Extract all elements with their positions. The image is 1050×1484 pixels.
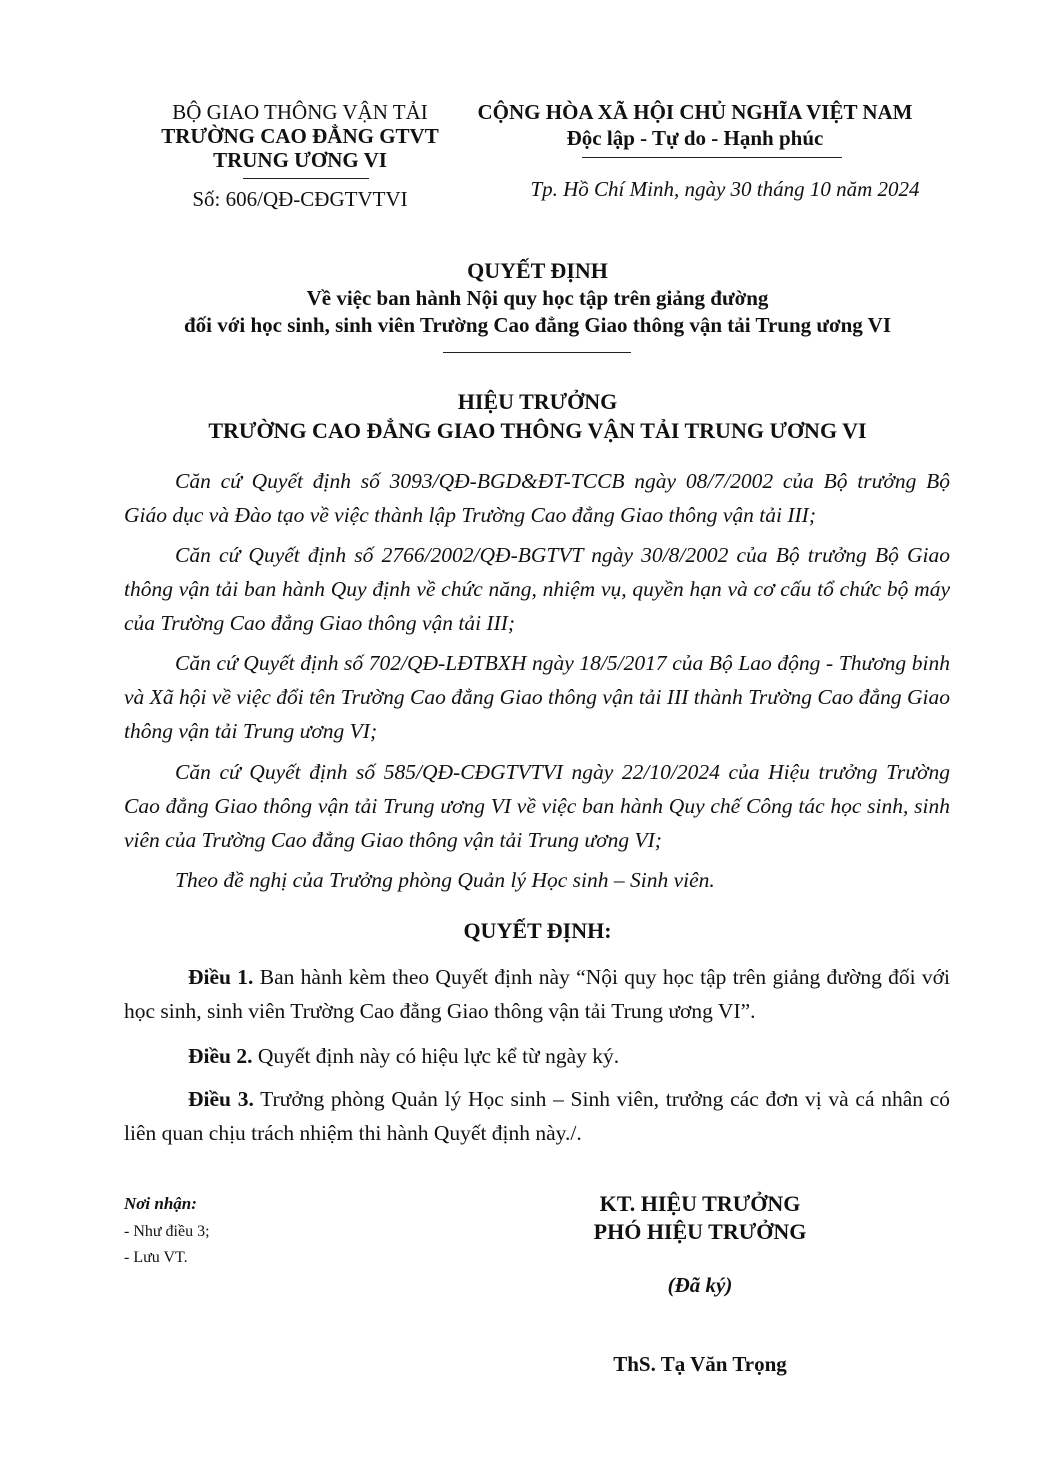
signature-title-1: KT. HIỆU TRƯỞNG	[599, 1191, 801, 1216]
decision-heading: QUYẾT ĐỊNH:	[463, 918, 612, 943]
preamble-basis-1: Căn cứ Quyết định số 3093/QĐ-BGD&ĐT-TCCB ngày 08/7/2002 của Bộ trưởng Bộ Giáo dục và Đào tạo về việc thành lập Trường Cao đẳng Giao thông vận tải III;	[124, 469, 950, 527]
article-1-label: Điều 1.	[188, 965, 254, 989]
article-2	[124, 1039, 950, 1073]
article-1-text: Ban hành kèm theo Quyết định này “Nội quy học tập trên giảng đường đối với học sinh, sinh viên Trường Cao đẳng Giao thông vận tải Trung ương VI”.	[124, 965, 950, 1023]
school-name-line2: TRUNG ƯƠNG VI	[213, 148, 387, 172]
preamble-basis-3: Căn cứ Quyết định số 702/QĐ-LĐTBXH ngày 18/5/2017 của Bộ Lao động - Thương binh và Xã hội về việc đổi tên Trường Cao đẳng Giao thông vận tải III thành Trường Cao đẳng Giao thông vận tải Trung ương VI;	[124, 651, 950, 743]
document-subject-line1: Về việc ban hành Nội quy học tập trên giảng đường	[306, 286, 769, 310]
article-3-label: Điều 3.	[188, 1087, 254, 1111]
title-divider	[443, 352, 631, 353]
article-2-text: Quyết định này có hiệu lực kể từ ngày ký.	[252, 1044, 620, 1068]
recipient-item: - Lưu VT.	[124, 1249, 188, 1266]
recipients-label: Nơi nhận:	[124, 1194, 197, 1213]
document-number: Số: 606/QĐ-CĐGTVTVI	[192, 187, 408, 211]
document-title: QUYẾT ĐỊNH	[467, 258, 608, 283]
article-3-text: Trưởng phòng Quản lý Học sinh – Sinh viên, trưởng các đơn vị và cá nhân có liên quan chịu trách nhiệm thi hành Quyết định này./.	[124, 1087, 950, 1145]
document-subject-line2: đối với học sinh, sinh viên Trường Cao đẳng Giao thông vận tải Trung ương VI	[183, 313, 891, 337]
signer-name: ThS. Tạ Văn Trọng	[613, 1352, 787, 1376]
country-name: CỘNG HÒA XÃ HỘI CHỦ NGHĨA VIỆT NAM	[477, 100, 913, 124]
school-name-line1: TRƯỜNG CAO ĐẲNG GTVT	[161, 124, 439, 148]
preamble-proposal: Theo đề nghị của Trưởng phòng Quản lý Học sinh – Sinh viên.	[175, 868, 715, 892]
authority-title: HIỆU TRƯỞNG	[457, 389, 618, 414]
signature-title-2: PHÓ HIỆU TRƯỞNG	[593, 1219, 807, 1244]
article-1	[124, 960, 950, 1028]
authority-school: TRƯỜNG CAO ĐẲNG GIAO THÔNG VẬN TẢI TRUNG ƯƠNG VI	[208, 418, 867, 443]
recipient-item: - Như điều 3;	[124, 1223, 210, 1240]
place-and-date: Tp. Hồ Chí Minh, ngày 30 tháng 10 năm 2024	[530, 177, 920, 201]
signed-note: (Đã ký)	[667, 1273, 733, 1297]
article-2-label: Điều 2.	[188, 1044, 253, 1068]
preamble-basis-4: Căn cứ Quyết định số 585/QĐ-CĐGTVTVI ngày 22/10/2024 của Hiệu trưởng Trường Cao đẳng Giao thông vận tải Trung ương VI về việc ban hành Quy chế Công tác học sinh, sinh viên của Trường Cao đẳng Giao thông vận tải Trung ương VI;	[124, 760, 950, 852]
header-left-divider	[243, 178, 369, 179]
article-3	[124, 1082, 950, 1150]
national-motto: Độc lập - Tự do - Hạnh phúc	[566, 126, 824, 150]
ministry-name: BỘ GIAO THÔNG VẬN TẢI	[172, 100, 428, 124]
header-right-divider	[582, 157, 842, 158]
preamble-basis-2: Căn cứ Quyết định số 2766/2002/QĐ-BGTVT ngày 30/8/2002 của Bộ trưởng Bộ Giao thông vận tải ban hành Quy định về chức năng, nhiệm vụ, quyền hạn và cơ cấu tổ chức bộ máy của Trường Cao đẳng Giao thông vận tải III;	[124, 543, 950, 635]
